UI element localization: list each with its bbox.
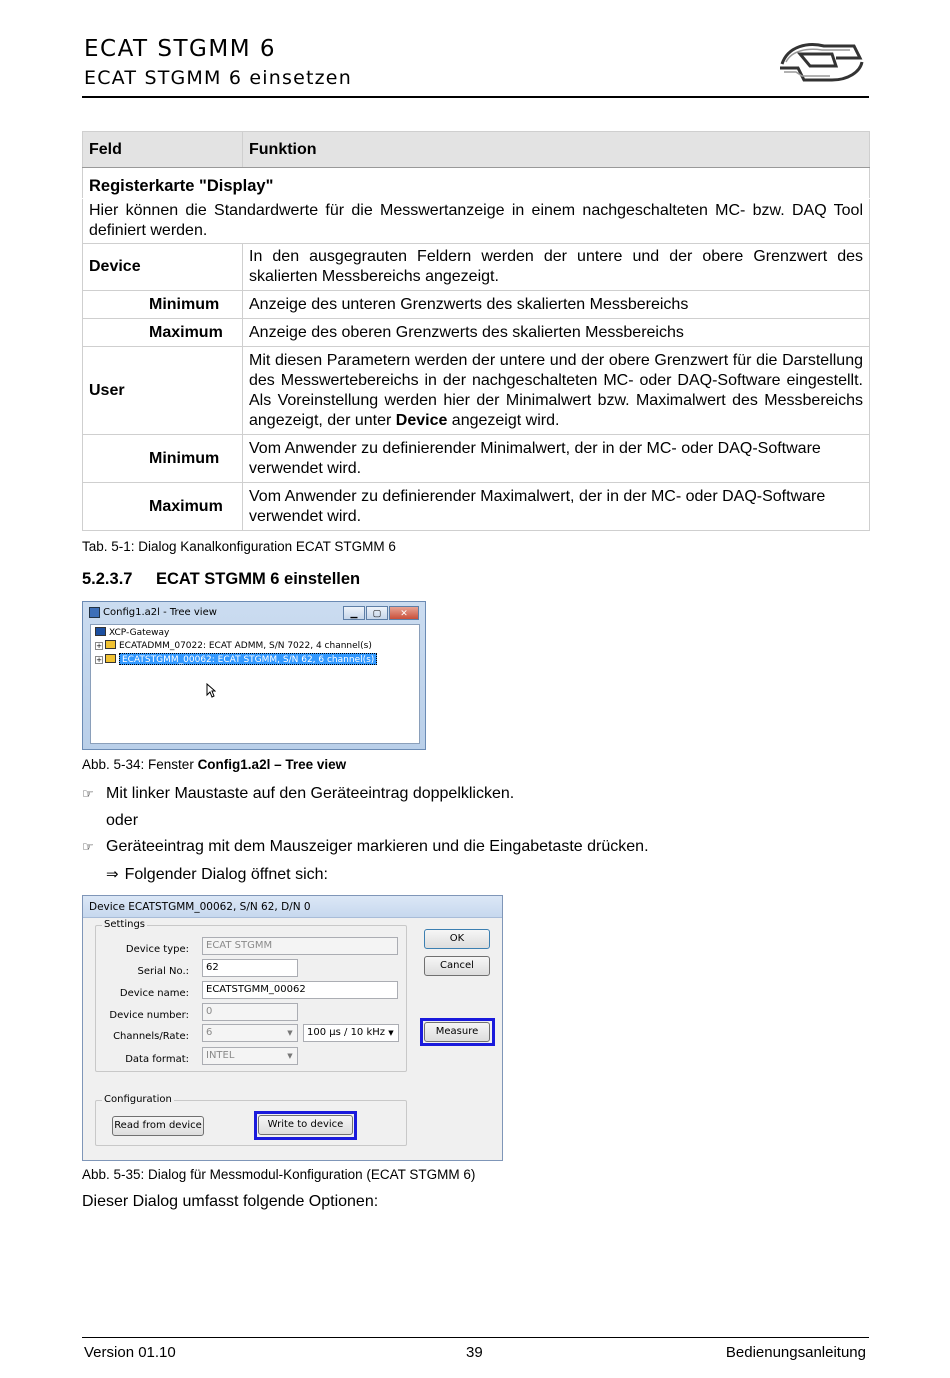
maximize-button[interactable]: ▢ [366, 606, 388, 620]
device-number-field: 0 [202, 1003, 298, 1021]
tab-section-title: Registerkarte "Display" [89, 177, 274, 195]
section-heading: 5.2.3.7 ECAT STGMM 6 einstellen [82, 570, 361, 588]
footer-version: Version 01.10 [84, 1344, 176, 1361]
label-serial-no: Serial No.: [137, 966, 189, 977]
instruction-step-2: ☞ Geräteeintrag mit dem Mauszeiger markieren und die Eingabetaste drücken. [82, 838, 649, 855]
tree-view-panel [90, 624, 420, 744]
instruction-or: oder [106, 812, 139, 829]
footer-page-number: 39 [466, 1344, 483, 1361]
result-arrow-icon: ⇒ [106, 865, 119, 883]
app-icon [89, 607, 100, 618]
table-caption: Tab. 5-1: Dialog Kanalkonfiguration ECAT STGMM 6 [82, 539, 396, 554]
column-header-function: Funktion [243, 132, 870, 168]
tree-item-stgmm-selected[interactable]: ECATSTGMM_00062: ECAT STGMM, S/N 62, 6 channel(s) [119, 653, 377, 665]
field-user-maximum: Maximum [83, 483, 243, 531]
footer-document-type: Bedienungsanleitung [725, 1344, 866, 1361]
instruction-step-1: ☞ Mit linker Maustaste auf den Geräteeintrag doppelklicken. [82, 785, 515, 802]
field-user: User [83, 347, 243, 435]
function-device-maximum: Anzeige des oberen Grenzwerts des skalierten Messbereichs [243, 319, 870, 347]
close-button[interactable]: ✕ [389, 606, 419, 620]
data-format-select: INTEL ▼ [202, 1047, 298, 1065]
pointing-hand-icon: ☞ [82, 840, 94, 855]
label-device-number: Device number: [109, 1010, 189, 1021]
function-user: Mit diesen Parametern werden der untere und der obere Grenzwert für die Darstellung des Messwertebereichs in der nachgeschalteten MC- oder DAQ-Software eingestellt. Als Voreinstellung werden hier der Minimalwert bzw. Maximalwert des Messbereichs angezeigt, der unter Device angezeigt wird. [243, 347, 870, 435]
function-device-minimum: Anzeige des unteren Grenzwerts des skalierten Messbereichs [243, 291, 870, 319]
device-name-input[interactable]: ECATSTGMM_00062 [202, 981, 398, 999]
field-device-maximum: Maximum [83, 319, 243, 347]
document-subtitle: ECAT STGMM 6 einsetzen [84, 67, 352, 89]
column-header-field: Feld [83, 132, 243, 168]
device-dialog [82, 895, 503, 1161]
measure-button[interactable]: Measure [424, 1022, 490, 1042]
chevron-down-icon: ▼ [287, 1052, 293, 1060]
channels-select: 6 ▼ [202, 1024, 298, 1042]
configuration-legend: Configuration [104, 1094, 172, 1105]
figure-caption-dialog: Abb. 5-35: Dialog für Messmodul-Konfiguration (ECAT STGMM 6) [82, 1167, 476, 1182]
expand-icon[interactable]: + [96, 642, 102, 650]
footer-rule [82, 1337, 869, 1338]
ok-button[interactable]: OK [424, 929, 490, 949]
tab-section-description: Hier können die Standardwerte für die Messwertanzeige in einem nachgeschalteten MC- bzw. DAQ Tool definiert werden. [83, 199, 870, 244]
gateway-icon [95, 627, 106, 636]
field-device-minimum: Minimum [83, 291, 243, 319]
body-text: Dieser Dialog umfasst folgende Optionen: [82, 1193, 379, 1210]
dialog-title: Device ECATSTGMM_00062, S/N 62, D/N 0 [89, 901, 311, 913]
tree-item-admm[interactable]: + ECATADMM_07022: ECAT ADMM, S/N 7022, 4 channel(s) [96, 641, 372, 651]
document-title: ECAT STGMM 6 [84, 36, 277, 62]
minimize-button[interactable]: ▁ [343, 606, 365, 620]
module-icon [105, 640, 116, 649]
tree-window-title: Config1.a2l - Tree view [103, 607, 217, 618]
rate-select[interactable]: 100 µs / 10 kHz ▼ [303, 1024, 399, 1042]
label-device-type: Device type: [125, 944, 189, 955]
cancel-button[interactable]: Cancel [424, 956, 490, 976]
chevron-down-icon: ▼ [287, 1029, 293, 1037]
field-device: Device [83, 244, 243, 291]
function-user-minimum: Vom Anwender zu definierender Minimalwert, der in der MC- oder DAQ-Software verwendet wird. [243, 435, 870, 483]
serial-no-input[interactable]: 62 [202, 959, 298, 977]
label-device-name: Device name: [119, 988, 189, 999]
tree-view-window [82, 601, 426, 750]
label-channels-rate: Channels/Rate: [113, 1031, 189, 1042]
header-rule [82, 96, 869, 98]
settings-legend: Settings [104, 919, 146, 930]
module-icon [105, 654, 116, 663]
label-data-format: Data format: [125, 1054, 189, 1065]
company-logo-icon [774, 36, 866, 86]
function-user-maximum: Vom Anwender zu definierender Maximalwert, der in der MC- oder DAQ-Software verwendet wird. [243, 483, 870, 531]
field-function-table [82, 131, 870, 531]
mouse-pointer-icon [206, 683, 216, 698]
figure-caption-tree: Abb. 5-34: Fenster Config1.a2l – Tree view [82, 757, 347, 772]
function-device: In den ausgegrauten Feldern werden der untere und der obere Grenzwert des skalierten Messbereichs angezeigt. [243, 244, 870, 291]
chevron-down-icon: ▼ [388, 1029, 394, 1037]
write-to-device-button[interactable]: Write to device [258, 1115, 353, 1135]
device-type-field: ECAT STGMM [202, 937, 398, 955]
expand-icon[interactable]: + [96, 656, 102, 664]
pointing-hand-icon: ☞ [82, 787, 94, 802]
tree-root-item[interactable]: XCP-Gateway [95, 627, 169, 639]
read-from-device-button[interactable]: Read from device [112, 1116, 204, 1136]
field-user-minimum: Minimum [83, 435, 243, 483]
instruction-result: ⇒ Folgender Dialog öffnet sich: [106, 865, 328, 883]
